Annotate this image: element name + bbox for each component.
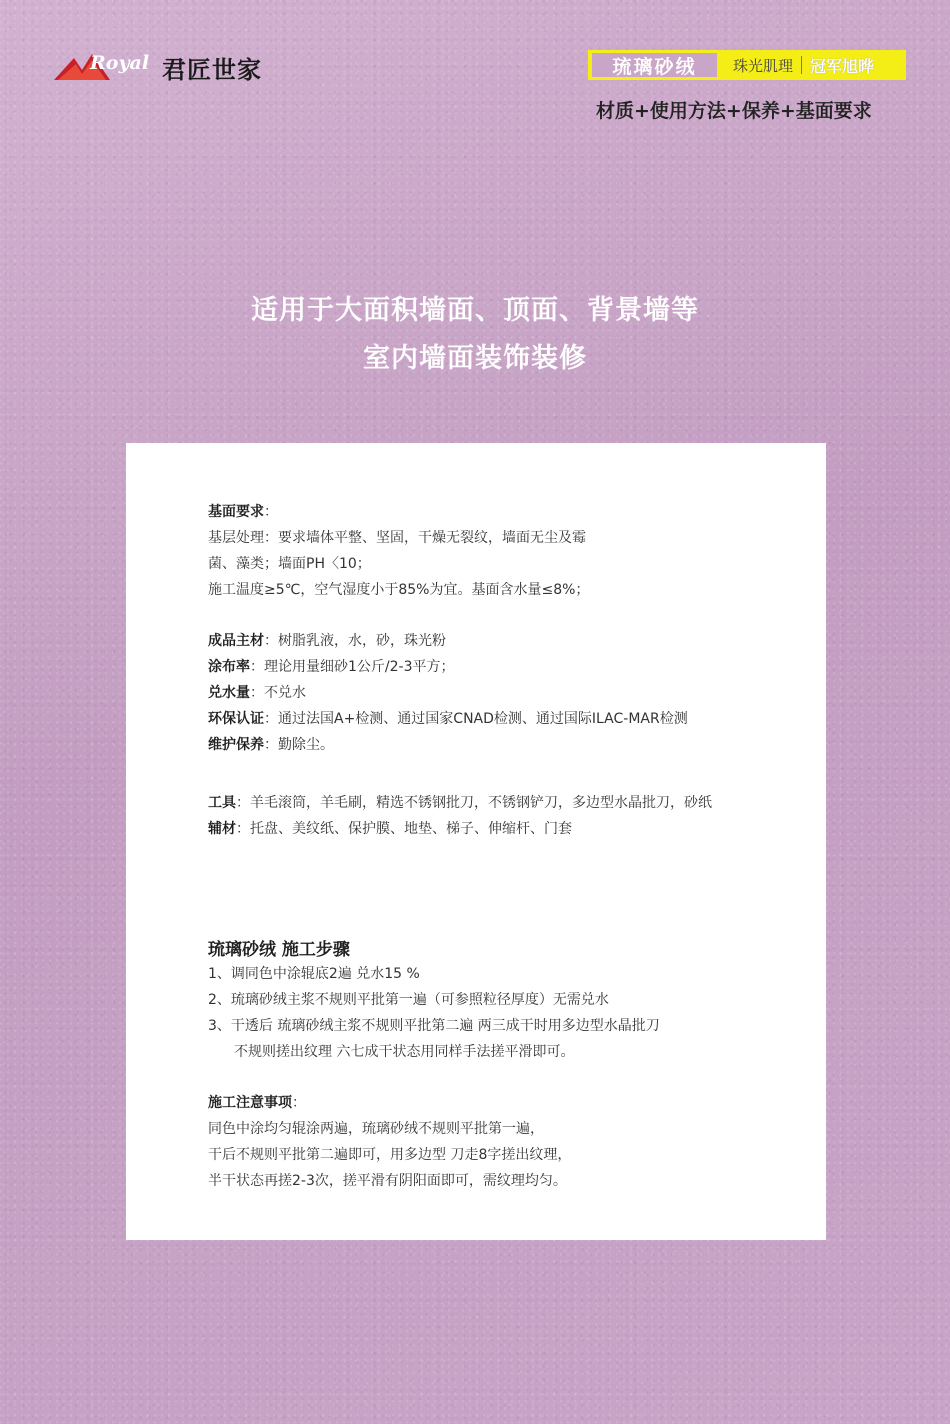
headline-line-2: 室内墙面装饰装修 (363, 343, 587, 374)
notes-line-3: 半干状态再搓2-3次，搓平滑有阴阳面即可，需纹理均匀。 (208, 1173, 567, 1189)
spec-row-water: 兑水量：不兑水 (208, 685, 306, 701)
base-requirements-heading: 基面要求： (208, 504, 278, 520)
aux-materials-row: 辅材：托盘、美纹纸、保护膜、地垫、梯子、伸缩杆、门套 (208, 821, 572, 837)
base-label: 基面要求 (208, 504, 264, 520)
steps-title: 琉璃砂绒 施工步骤 (208, 940, 350, 960)
base-line-2: 菌、藻类；墙面PH〈10； (208, 556, 371, 572)
slogan: 冠军旭晔 (810, 56, 875, 76)
step-1: 1、调同色中涂辊底2遍 兑水15 % (208, 966, 420, 982)
spec-card (126, 443, 826, 1240)
headline-line-1: 适用于大面积墙面、顶面、背景墙等 (251, 295, 699, 326)
spec-row-coverage: 涂布率：理论用量细砂1公斤/2-3平方； (208, 659, 455, 675)
header-subtitle: 材质+使用方法+保养+基面要求 (596, 100, 872, 122)
step-2: 2、琉璃砂绒主浆不规则平批第一遍（可参照粒径厚度）无需兑水 (208, 992, 609, 1008)
step-3-continued: 不规则搓出纹理 六七成干状态用同样手法搓平滑即可。 (234, 1044, 575, 1060)
brand-name-cn: 君匠世家 (162, 55, 262, 84)
notes-line-1: 同色中涂均匀辊涂两遍，琉璃砂绒不规则平批第一遍， (208, 1121, 544, 1137)
product-name: 琉璃砂绒 (592, 53, 717, 77)
finish-label: 珠光肌理 (733, 56, 794, 75)
step-3: 3、干透后 琉璃砂绒主浆不规则平批第二遍 两三成干时用多边型水晶批刀 (208, 1018, 660, 1034)
notes-label: 施工注意事项 (208, 1095, 292, 1111)
notes-heading: 施工注意事项： (208, 1095, 306, 1111)
base-line-1: 基层处理：要求墙体平整、坚固，干燥无裂纹，墙面无尘及霉 (208, 530, 586, 546)
product-tag-bar (588, 50, 906, 80)
notes-line-2: 干后不规则平批第二遍即可，用多边型 刀走8字搓出纹理， (208, 1147, 572, 1163)
spec-row-certification: 环保认证：通过法国A+检测、通过国家CNAD检测、通过国际ILAC-MAR检测 (208, 711, 688, 727)
tools-row: 工具：羊毛滚筒，羊毛刷，精选不锈钢批刀，不锈钢铲刀，多边型水晶批刀，砂纸 (208, 795, 712, 811)
brand-logo (52, 46, 262, 88)
spec-row-maintenance: 维护保养：勤除尘。 (208, 737, 334, 753)
base-line-3: 施工温度≥5℃，空气湿度小于85%为宜。基面含水量≤8%； (208, 582, 590, 598)
brand-name: Royal (90, 52, 150, 74)
spec-row-material: 成品主材：树脂乳液，水，砂，珠光粉 (208, 633, 446, 649)
divider (801, 56, 802, 74)
